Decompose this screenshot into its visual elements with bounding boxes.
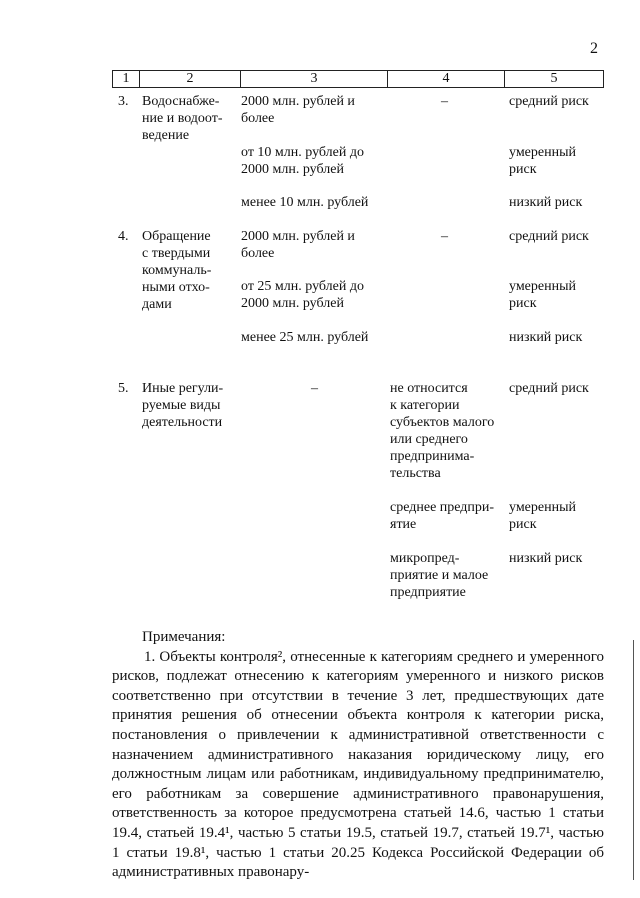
notes-section (112, 628, 604, 883)
row-number: 5. (118, 381, 129, 396)
table-header-row (112, 70, 604, 88)
smb-cell: – (441, 229, 448, 244)
header-col-3: 3 (240, 71, 387, 87)
notes-paragraph: 1. Объекты контроля², отнесенные к категориям среднего и умеренного рисков, подлежат отнесению к категориям умеренного и низкого рисков соответственно при отсутствии в течение 3 лет, предшествующих дате принятия решения об отнесении объекта контроля к категории риска, постановления о привлечении к административной ответственности с назначением административного наказания юридическому лицу, его должностным лицам или работникам, индивидуальному предпринимателю, его работникам за совершение административного правонарушения, ответственность за которое предусмотрена статьей 14.6, частью 1 статьи 19.4, статьей 19.4¹, частью 5 статьи 19.5, статьей 19.7, статьей 19.7¹, частью 1 статьи 19.8¹, частью 1 статьи 20.25 Кодекса Российской Федерации об административных правонару- (112, 648, 604, 881)
smb-cell: не относится к категории субъектов малого или среднего предпринима- тельства (390, 381, 495, 481)
threshold-cell: от 10 млн. рублей до 2000 млн. рублей (241, 145, 364, 177)
risk-cell: средний риск (509, 94, 589, 109)
header-col-1: 1 (122, 71, 130, 86)
risk-cell: умеренный риск (509, 500, 576, 532)
smb-cell: среднее предпри- ятие (390, 500, 495, 532)
row-number: 3. (118, 94, 129, 109)
risk-cell: низкий риск (509, 195, 583, 210)
threshold-cell: – (311, 381, 318, 396)
risk-cell: умеренный риск (509, 279, 576, 311)
risk-cell: средний риск (509, 229, 589, 244)
notes-heading: Примечания: (142, 629, 226, 645)
threshold-cell: 2000 млн. рублей и более (241, 229, 355, 261)
header-col-2: 2 (139, 71, 240, 87)
threshold-cell: 2000 млн. рублей и более (241, 94, 355, 126)
activity-name: Обращение с твердыми коммуналь- ными отхо- дами (142, 229, 212, 312)
risk-cell: средний риск (509, 381, 589, 396)
risk-cell: низкий риск (509, 551, 583, 566)
smb-cell: микропред- приятие и малое предприятие (390, 551, 489, 600)
header-col-4: 4 (387, 71, 504, 87)
activity-name: Иные регули- руемые виды деятельности (142, 381, 224, 430)
header-col-5: 5 (504, 71, 603, 87)
page-number: 2 (590, 40, 598, 57)
page-edge-line (633, 640, 634, 880)
threshold-cell: от 25 млн. рублей до 2000 млн. рублей (241, 279, 364, 311)
row-number: 4. (118, 229, 129, 244)
smb-cell: – (441, 94, 448, 109)
risk-cell: умеренный риск (509, 145, 576, 177)
risk-cell: низкий риск (509, 330, 583, 345)
threshold-cell: менее 25 млн. рублей (241, 330, 369, 345)
threshold-cell: менее 10 млн. рублей (241, 195, 369, 210)
activity-name: Водоснабже- ние и водоот- ведение (142, 94, 223, 143)
